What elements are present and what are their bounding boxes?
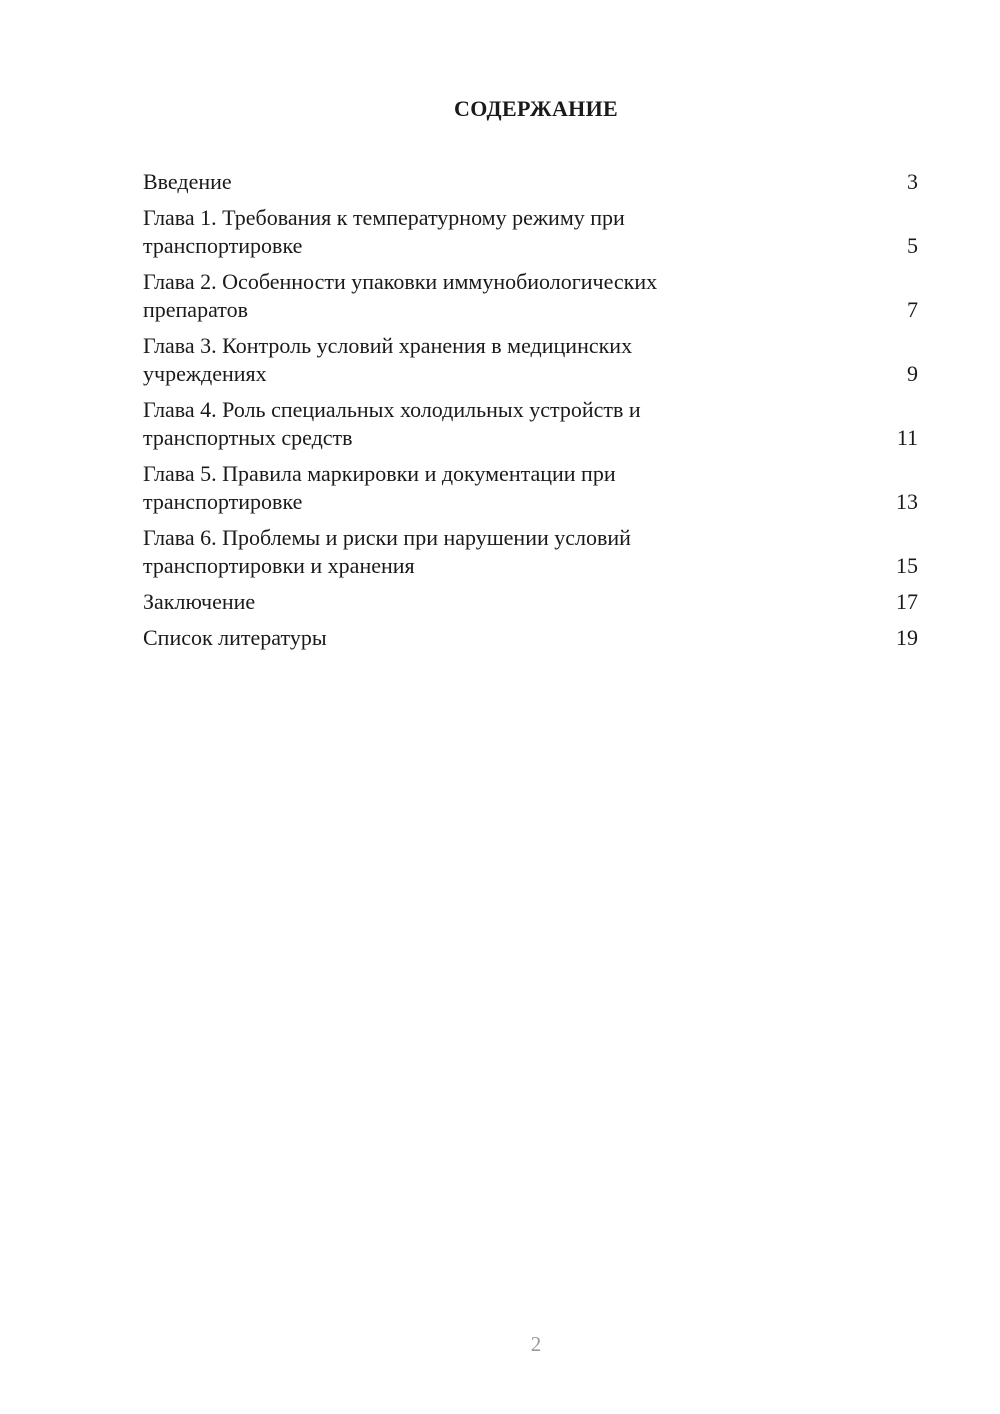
toc-entry-page-number: 11	[896, 425, 918, 450]
toc-entry-page-number: 13	[896, 489, 918, 514]
toc-entry-title: Глава 2. Особенности упаковки иммунобиологических препаратов	[143, 269, 658, 322]
toc-entry-chapter-6[interactable]	[143, 524, 918, 580]
toc-entry-chapter-3[interactable]	[143, 332, 918, 388]
toc-entry-title: Заключение	[143, 589, 256, 614]
toc-entry-page-number: 19	[896, 625, 918, 650]
toc-entry-chapter-1[interactable]	[143, 204, 918, 260]
toc-entry-page-number: 5	[907, 233, 918, 258]
toc-entry-title: Глава 1. Требования к температурному режиму при транспортировке	[143, 205, 625, 258]
toc-entry-page-number: 7	[907, 297, 918, 322]
toc-entry-chapter-4[interactable]	[143, 396, 918, 452]
toc-entry-introduction[interactable]	[143, 168, 918, 196]
toc-entry-chapter-2[interactable]	[143, 268, 918, 324]
page-number: 2	[530, 1332, 542, 1356]
toc-entry-title: Введение	[143, 169, 232, 194]
toc-entry-page-number: 3	[907, 169, 918, 194]
toc-entry-page-number: 9	[907, 361, 918, 386]
toc-entry-conclusion[interactable]	[143, 588, 918, 616]
toc-heading: СОДЕРЖАНИЕ	[454, 96, 618, 121]
toc-entry-page-number: 15	[896, 553, 918, 578]
toc-entry-chapter-5[interactable]	[143, 460, 918, 516]
toc-entry-title: Список литературы	[143, 625, 327, 650]
toc-entry-title: Глава 6. Проблемы и риски при нарушении условий транспортировки и хранения	[143, 525, 631, 578]
toc-entry-page-number: 17	[896, 589, 918, 614]
toc-entry-title: Глава 5. Правила маркировки и документации при транспортировке	[143, 461, 616, 514]
table-of-contents	[143, 168, 918, 660]
toc-entry-title: Глава 3. Контроль условий хранения в медицинских учреждениях	[143, 333, 633, 386]
toc-entry-title: Глава 4. Роль специальных холодильных устройств и транспортных средств	[143, 397, 641, 450]
toc-entry-references[interactable]	[143, 624, 918, 652]
